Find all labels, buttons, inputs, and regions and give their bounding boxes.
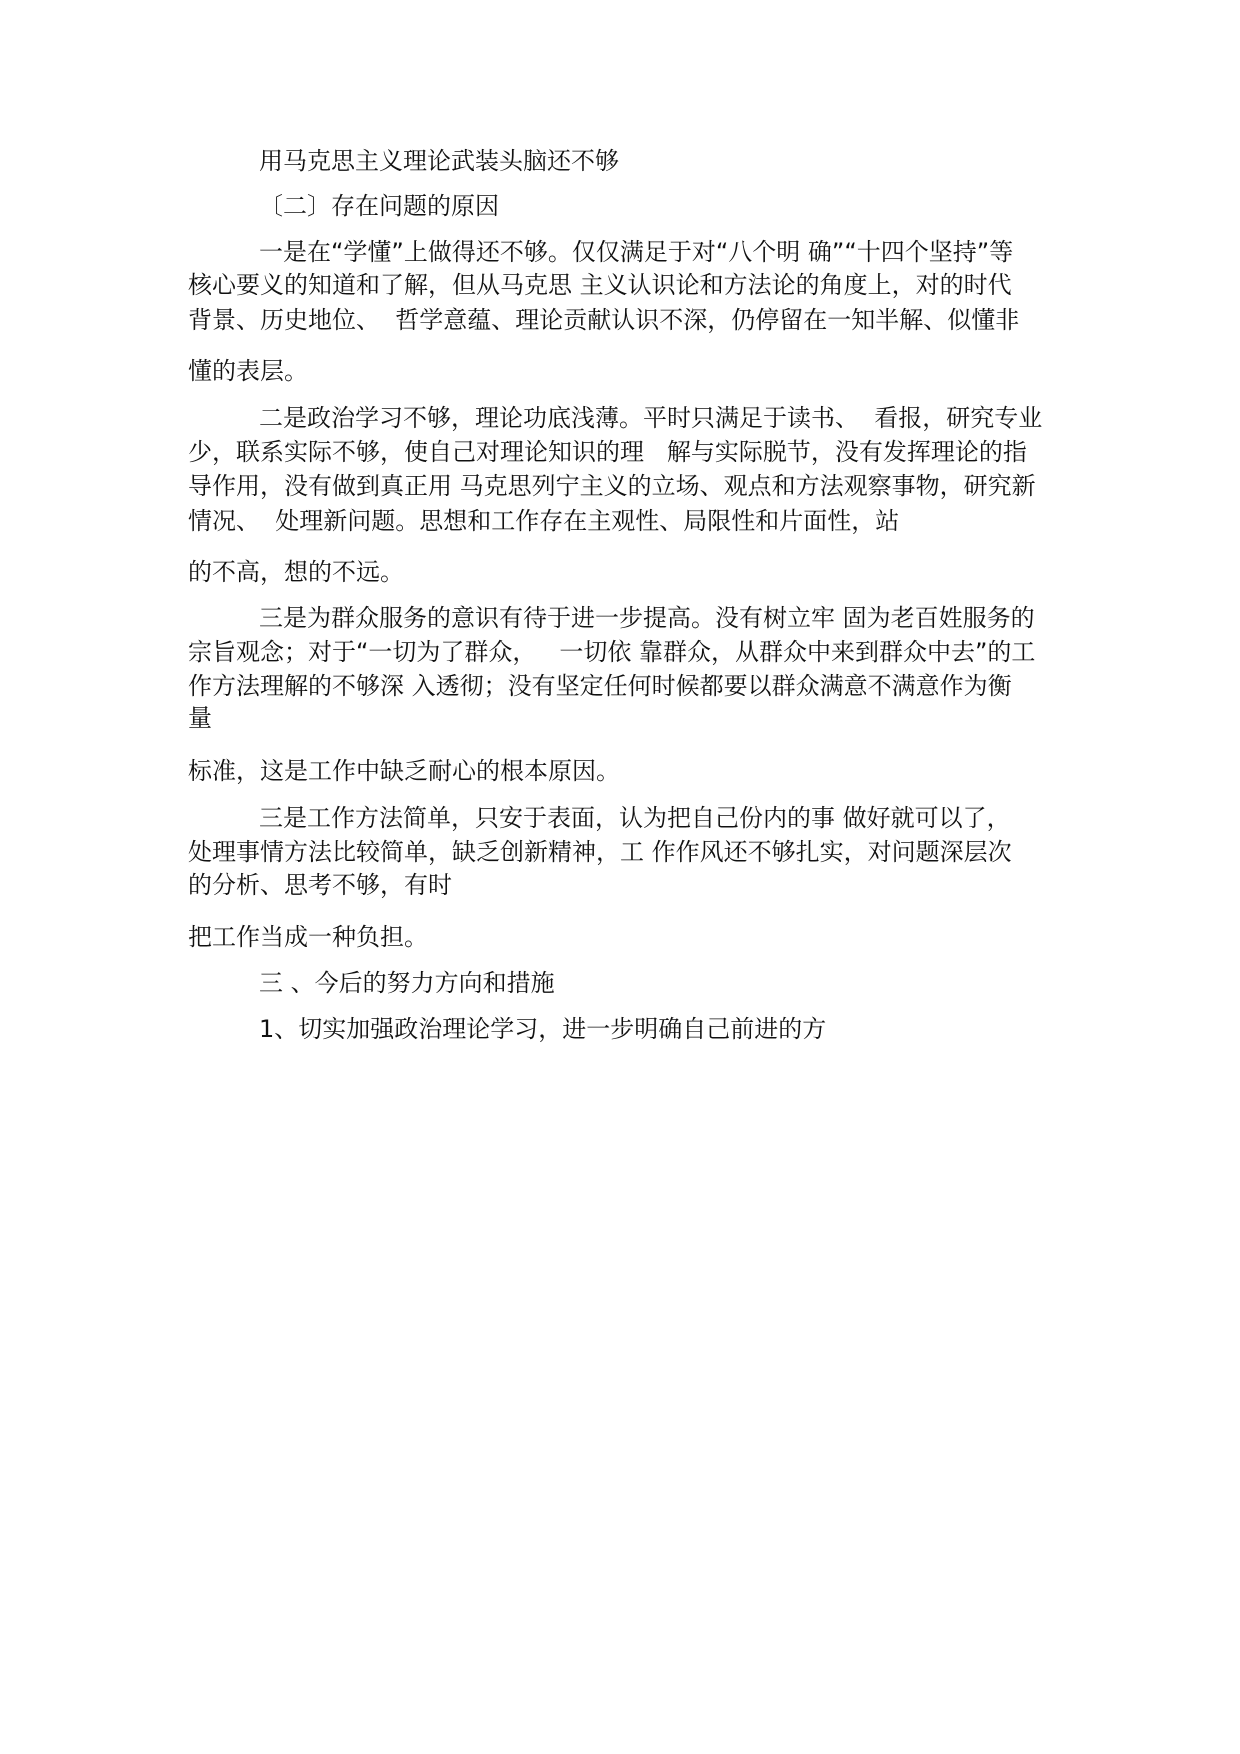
text-line: 的不高，想的不远。 (188, 558, 404, 586)
text-line: 的分析、思考不够，有时 (188, 871, 452, 899)
text-line: 宗旨观念；对于“一切为了群众， 一切依 靠群众，从群众中来到群众中去”的工 (188, 638, 1036, 666)
text-line: 作方法理解的不够深 入透彻；没有坚定任何时候都要以群众满意不满意作为衡 (188, 672, 1012, 700)
text-line: 用马克思主义理论武装头脑还不够 (259, 147, 619, 175)
text-line: 一是在“学懂”上做得还不够。仅仅满足于对“八个明 确”“十四个坚持”等 (259, 238, 1014, 266)
section-heading: 三 、今后的努力方向和措施 (259, 969, 555, 997)
text-line: 背景、历史地位、 哲学意蕴、理论贡献认识不深，仍停留在一知半解、似懂非 (188, 306, 1020, 334)
text-line: 核心要义的知道和了解，但从马克思 主义认识论和方法论的角度上，对的时代 (188, 271, 1012, 299)
text-line: 三是为群众服务的意识有待于进一步提高。没有树立牢 固为老百姓服务的 (259, 604, 1035, 632)
text-line: 二是政治学习不够，理论功底浅薄。平时只满足于读书、 看报，研究专业 (259, 404, 1043, 432)
text-line: 处理事情方法比较简单，缺乏创新精神，工 作作风还不够扎实，对问题深层次 (188, 838, 1012, 866)
section-heading: 〔二〕存在问题的原因 (259, 192, 499, 220)
text-line: 导作用，没有做到真正用 马克思列宁主义的立场、观点和方法观察事物，研究新 (188, 472, 1036, 500)
text-line: 三是工作方法简单，只安于表面，认为把自己份内的事 做好就可以了， (259, 804, 1011, 832)
text-line: 少，联系实际不够，使自己对理论知识的理 解与实际脱节，没有发挥理论的指 (188, 438, 1027, 466)
text-line: 把工作当成一种负担。 (188, 923, 428, 951)
text-line: 情况、 处理新问题。思想和工作存在主观性、局限性和片面性，站 (188, 507, 900, 535)
text-line: 1、切实加强政治理论学习，进一步明确自己前进的方 (259, 1015, 827, 1043)
text-line: 量 (188, 704, 212, 732)
text-line: 标准，这是工作中缺乏耐心的根本原因。 (188, 757, 620, 785)
text-line: 懂的表层。 (188, 357, 308, 385)
